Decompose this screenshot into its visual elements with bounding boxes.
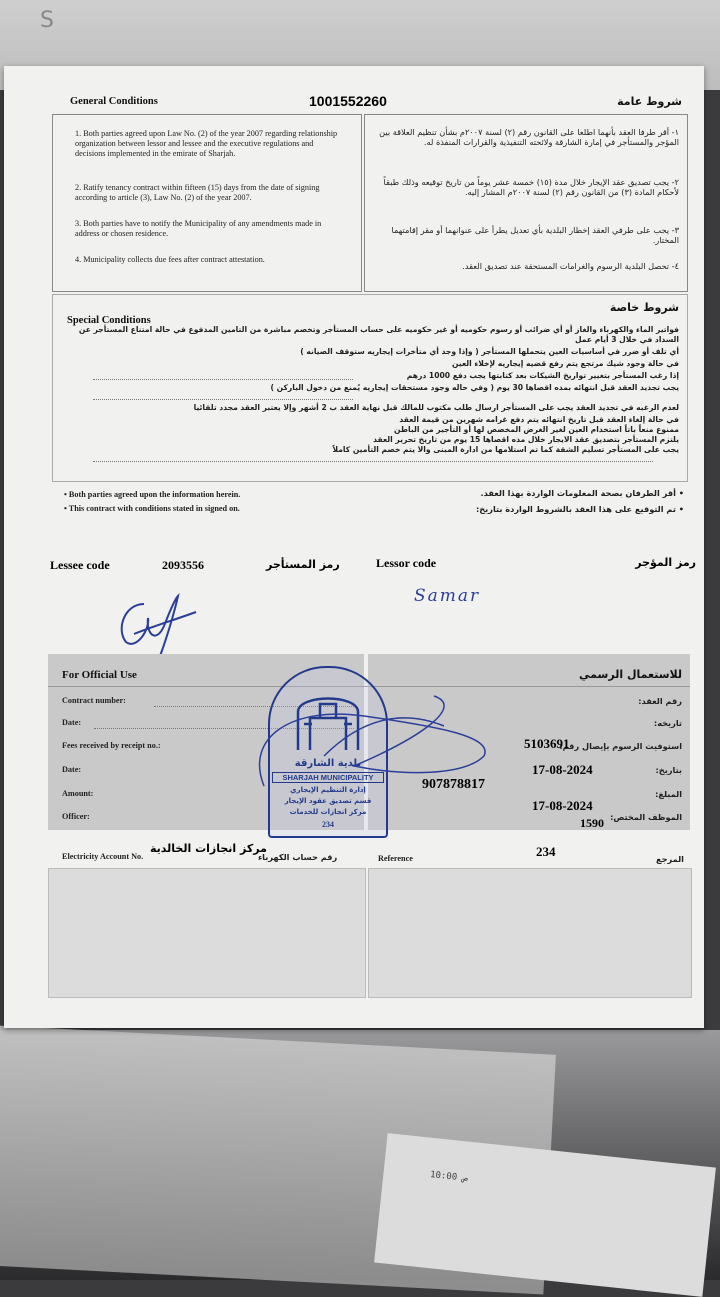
officer-label-ar: الموظف المختص: [610,812,682,822]
general-conditions-title-ar: شروط عامة [617,95,682,108]
electricity-account-label: Electricity Account No. [62,852,144,861]
center-stamp-text: مركز انجازات الخالدية [150,842,267,855]
lessor-code-label: Lessor code [376,556,437,570]
lessor-handwritten: Samar [414,586,481,606]
receipt-date-label-ar: بتاريخ: [655,765,682,775]
special-condition-3: في حالة وجود شيك مرتجع يتم رفع قضيه إيجاريه لإخلاء العين [452,359,679,368]
date-label: Date: [62,718,82,727]
general-condition-4-ar: ٤- تحصل البلدية الرسوم والغرامات المستحقة عند تصديق العقد. [462,261,679,271]
tenancy-contract-page [4,66,704,1028]
special-conditions-title: Special Conditions [67,315,151,326]
contract-number-label: Contract number: [62,696,126,705]
contract-number: 1001552260 [309,93,387,109]
amount-label: Amount: [62,789,94,798]
background-logo: S [40,8,54,33]
lessor-code-label-ar: رمز المؤجر [635,556,696,569]
reference-box [368,868,692,998]
general-condition-2: 2. Ratify tenancy contract within fifteen (15) days from the date of signing according to article (3), Law No. (2) of the year 2007. [75,183,320,202]
electricity-account-label-ar: رقم حساب الكهرباء [258,852,338,862]
general-condition-4: 4. Municipality collects due fees after contract attestation. [75,255,265,264]
official-use-title: For Official Use [62,669,137,681]
special-condition-6: لعدم الرغبه في تجديد العقد يجب على المستأجر ارسال طلب مكتوب للمالك قبل نهاية العقد ب 2 أشهر وإلا يعتبر العقد مجدد تلقائيا [193,403,679,412]
agreement-en-2: • This contract with conditions stated in signed on. [64,504,240,513]
dotted-line [93,399,353,400]
general-conditions-ar-box [364,114,688,292]
special-condition-7: في حالة إلغاء العقد قبل تاريخ انتهائه يتم دفع غرامه شهرين من قيمة العقد [399,415,679,424]
receipt-date: 17-08-2024 [532,762,593,777]
dotted-line [93,379,353,380]
special-condition-10: يجب على المستأجر تسليم الشقة كما تم استلامها من ادارة المبنى والا يتم خصم التأمين كاملاً [332,445,679,454]
stamp-line-2: قسم تصديق عقود الإيجار [284,797,372,805]
general-condition-3: 3. Both parties have to notify the Municipality of any amendments made in address or chosen residence. [75,219,322,238]
general-conditions-en-box [52,114,362,292]
lessee-code-label: Lessee code [50,558,110,572]
special-conditions-box [52,294,688,482]
fees-receipt-label: Fees received by receipt no.: [62,741,161,750]
amount-value: 907878817 [422,777,485,792]
dotted-line [93,461,653,462]
officer-code: 1590 [580,816,604,830]
stamp-line-3: مركز انجازات للخدمات [289,808,367,816]
stamp-number: 234 [322,820,334,829]
reference-value: 234 [536,844,556,859]
special-condition-2: أي تلف أو ضرر في أساسيات العين يتحملها المستأجر ( وإذا وجد أي متأخرات إيجاريه ستوقف الصيانه ) [300,347,679,356]
agreement-ar-2: • تم التوقيع على هذا العقد بالشروط الواردة بتاريخ: [475,504,684,514]
general-condition-1-ar: ١- أقر طرفا العقد بأنهما اطلعا على القانون رقم (٢) لسنة ٢٠٠٧م بشأن تنظيم العلاقة بين المؤجر والمستأجر في إمارة الشارقة ولائحته التنفيذية والقرارات المنفذة له. [379,127,679,147]
special-condition-1: فواتير الماء والكهرباء والغاز أو أي ضرائب أو رسوم حكوميه أو غير حكوميه على حساب المستأجر وتخصم مباشرة من التامين المدفوع في حالة امتناع المستأجر عن السداد في خلال 3 أيام عمل [78,325,679,344]
receipt-date-label: Date: [62,765,82,774]
general-condition-3-ar: ٣- يجب على طرفي العقد إخطار البلدية بأي تعديل يطرأ على عنوانهما أو مقر إقامتهما المختار. [391,225,679,245]
stamp-line-1: إدارة التنظيم الإيجاري [290,786,366,794]
amount-label-ar: المبلغ: [655,789,682,799]
officer-label: Officer: [62,812,90,821]
lessee-signature [104,590,204,660]
fees-receipt-label-ar: استوفيت الرسوم بإيصال رقم: [559,741,682,751]
general-condition-2-ar: ٢- يجب تصديق عقد الإيجار خلال مدة (١٥) خمسة عشر يوماً من تاريخ توقيعه وذلك طبقاً لأحكام المادة (٣) من القانون رقم (٢) لسنة ٢٠٠٧م المشار إليه. [383,177,679,197]
lessee-code-value: 2093556 [162,558,204,572]
general-condition-1: 1. Both parties agreed upon Law No. (2) of the year 2007 regarding relationship organization between lessor and lessee and the executive regulations and decisions implemented in the emirate of Sharjah. [75,129,338,158]
official-use-title-ar: للاستعمال الرسمي [579,668,682,681]
electricity-box [48,868,366,998]
agreement-en-1: • Both parties agreed upon the information herein. [64,490,241,499]
special-condition-8: ممنوع منعاً باتاً استخدام العين لغير الغرض المخصص لها أو التأجير من الباطن [394,425,679,434]
lessee-code-label-ar: رمز المستأجر [266,558,340,571]
officer-date: 17-08-2024 [532,798,593,813]
date-label-ar: تاريخه: [653,718,682,728]
receipt-number: 5103691 [524,736,570,751]
reference-label: Reference [378,854,413,863]
officer-signature [204,666,504,796]
general-conditions-title: General Conditions [70,96,158,107]
special-conditions-title-ar: شروط خاصة [609,301,679,314]
special-condition-5: يجب تجديد العقد قبل انتهائه بمده اقصاها 30 يوم ( وفي حاله وجود مستحقات إيجاريه يُمنع من دخول الباركن ) [270,383,679,392]
stamp-arabic-title: بلدية الشارقة [294,758,362,769]
special-condition-9: يلتزم المستأجر بتصديق عقد الايجار خلال مده اقصاها 15 يوم من تاريخ تحرير العقد [373,435,679,444]
stamp-english-title: SHARJAH MUNICIPALITY [272,772,384,783]
reference-label-ar: المرجع [656,854,684,864]
contract-number-label-ar: رقم العقد: [638,696,682,706]
agreement-ar-1: • أقر الطرفان بصحة المعلومات الواردة بهذا العقد. [480,488,684,498]
special-condition-4: إذا رغب المستأجر بتغيير تواريخ الشيكات بعد كتابتها يجب دفع 1000 درهم [406,371,679,380]
corner-mark: 10:00 ص [429,1170,469,1184]
